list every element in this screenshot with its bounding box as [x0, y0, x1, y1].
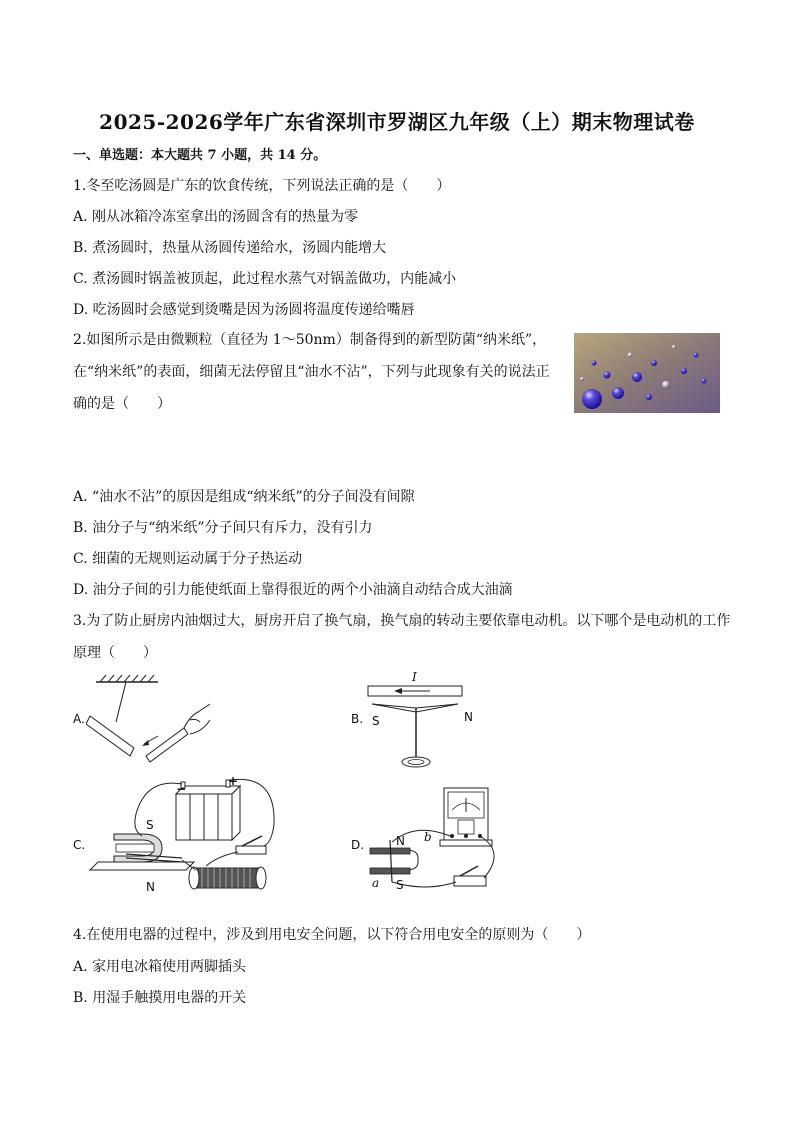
question-1-option-b[interactable]: B. 煮汤圆时，热量从汤圆传递给水，汤圆内能增大 [73, 240, 387, 256]
question-4-option-b[interactable]: B. 用湿手触摸用电器的开关 [73, 990, 247, 1006]
figure-c-plus-label: + [228, 774, 239, 788]
question-3-option-c[interactable]: C. [73, 838, 86, 852]
question-2-option-d[interactable]: D. 油分子间的引力能使纸面上靠得很近的两个小油滴自动结合成大油滴 [73, 582, 513, 598]
question-1-option-d[interactable]: D. 吃汤圆时会感觉到烫嘴是因为汤圆将温度传递给嘴唇 [73, 302, 415, 318]
figure-c-electric-motor [86, 774, 298, 896]
question-2-stem: 2.如图所示是由微颗粒（直径为 1～50nm）制备得到的新型防菌“纳米纸”，在“纳米纸”的表面，细菌无法停留且“油水不沾”，下列与此现象有关的说法正确的是（ ） [73, 332, 550, 412]
figure-d-north-label: N [396, 834, 405, 848]
question-3-option-b[interactable]: B. [351, 712, 364, 726]
question-3-stem: 3.为了防止厨房内油烟过大，厨房开启了换气扇，换气扇的转动主要依靠电动机。以下哪个是电动机的工作原理（ ） [73, 613, 731, 661]
figure-d-south-label: S [396, 878, 404, 892]
figure-a-suspended-magnet [86, 672, 216, 767]
question-1-stem: 1.冬至吃汤圆是广东的饮食传统，下列说法正确的是（ ） [73, 178, 451, 194]
question-1-option-a[interactable]: A. 刚从冰箱冷冻室拿出的汤圆含有的热量为零 [73, 209, 359, 225]
question-3-option-d[interactable]: D. [351, 838, 365, 852]
nano-paper-photo [574, 333, 720, 413]
question-4-option-a[interactable]: A. 家用电冰箱使用两脚插头 [73, 959, 247, 975]
figure-d-a-label: a [372, 876, 380, 890]
question-3-option-a[interactable]: A. [73, 712, 85, 726]
figure-b-current-label: I [412, 670, 417, 684]
question-2-option-c[interactable]: C. 细菌的无规则运动属于分子热运动 [73, 551, 303, 567]
figure-c-south-label: S [146, 818, 154, 832]
section-heading: 一、单选题：本大题共 7 小题，共 14 分。 [73, 148, 327, 163]
question-1-option-c[interactable]: C. 煮汤圆时锅盖被顶起，此过程水蒸气对锅盖做功，内能减小 [73, 271, 457, 287]
figure-b-south-label: S [372, 714, 380, 728]
figure-d-electromagnetic-induction [366, 782, 526, 898]
question-2-option-a[interactable]: A. “油水不沾”的原因是组成“纳米纸”的分子间没有间隙 [73, 489, 415, 505]
figure-b-north-label: N [464, 710, 473, 724]
figure-d-b-label: b [424, 830, 432, 844]
question-4-stem: 4.在使用电器的过程中，涉及到用电安全问题，以下符合用电安全的原则为（ ） [73, 927, 591, 943]
page-title: 2025-2026学年广东省深圳市罗湖区九年级（上）期末物理试卷 [99, 110, 695, 134]
figure-c-minus-label: − [176, 782, 187, 796]
question-2-option-b[interactable]: B. 油分子与“纳米纸”分子间只有斥力，没有引力 [73, 520, 373, 536]
figure-c-north-label: N [146, 880, 155, 894]
